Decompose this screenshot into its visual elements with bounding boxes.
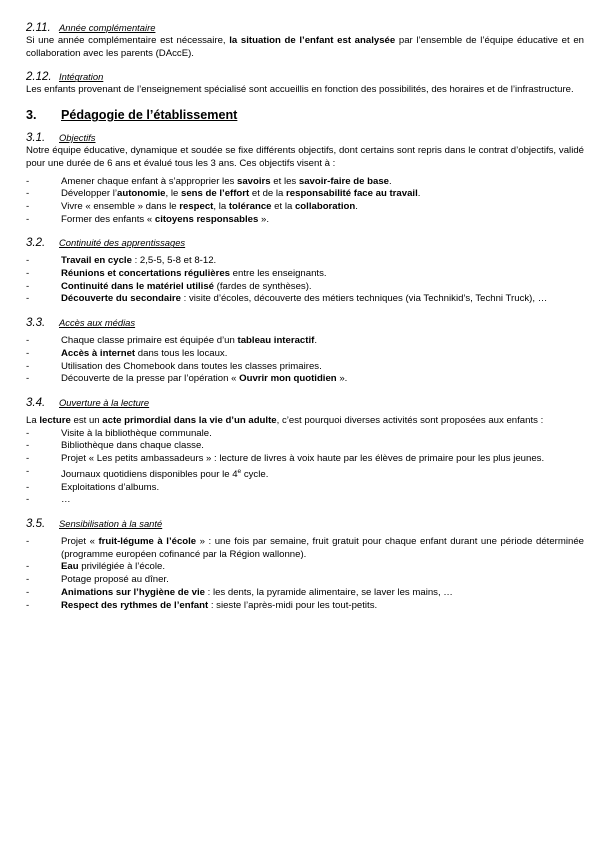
heading-3-4 [26, 396, 584, 410]
bullet-dash: - [26, 175, 30, 187]
bullet-dash: - [26, 586, 30, 598]
paragraph-2-11 [26, 35, 584, 60]
heading-number: 2.12. [26, 71, 52, 84]
text: par l’ensemble de l’équipe éducative et en collaboration avec les parents (DAccE). [26, 35, 584, 59]
bullet-dash: - [26, 599, 30, 611]
text: Bibliothèque dans chaque classe. [61, 440, 204, 452]
text: Si une année complémentaire est nécessaire, [26, 35, 230, 46]
text: Journaux quotidiens disponibles pour le 4e cycle. [61, 467, 269, 480]
text: , c’est pourquoi diverses activités sont proposées aux enfants : [276, 414, 544, 426]
text: Découverte de la presse par l’opération « [61, 373, 240, 385]
list-item [26, 466, 584, 482]
text: Projet « Les petits ambassadeurs » : lecture de livres à voix haute par les élèves de primaire pour les plus jeunes. [61, 453, 545, 465]
heading-title: Sensibilisation à la santé [59, 518, 163, 530]
bold-text: Réunions et concertations régulières [61, 268, 231, 280]
list-item [26, 268, 584, 281]
bullet-dash: - [26, 481, 30, 493]
bold-text: tolérance [228, 200, 272, 212]
bullet-dash: - [26, 200, 30, 212]
text: privilégiée à l’école. [78, 561, 165, 573]
heading-title: Objectifs [59, 132, 96, 144]
bullet-dash: - [26, 440, 30, 452]
bold-text: autonomie [117, 188, 166, 200]
text: ». [336, 373, 348, 385]
text: : sieste l’après-midi pour les tout-petits. [208, 599, 378, 611]
list-item [26, 482, 584, 495]
heading-3 [26, 107, 584, 123]
list-item [26, 453, 584, 466]
bullet-dash: - [26, 293, 30, 305]
bullet-dash: - [26, 255, 30, 267]
heading-number: 3.5. [26, 518, 46, 531]
text: dans tous les locaux. [135, 347, 228, 359]
bold-text: lecture [39, 414, 71, 426]
text: La [26, 414, 40, 426]
bullet-dash: - [26, 574, 30, 586]
paragraph-3-1: Notre équipe éducative, dynamique et soudée se fixe différents objectifs, dont certains sont repris dans le contrat d’objectifs, validé pour une durée de 6 ans et évalué tous les 3 ans. Ces objectifs visent à : [26, 145, 584, 169]
text: , la [213, 200, 229, 212]
bullet-dash: - [26, 536, 30, 548]
list-3-2 [26, 255, 584, 306]
list-item [26, 348, 584, 361]
list-item [26, 440, 584, 453]
bullet-dash: - [26, 335, 30, 347]
text: : 2,5-5, 5-8 et 8-12. [131, 255, 217, 267]
text: . [417, 188, 421, 200]
bullet-dash: - [26, 360, 30, 372]
text: (fardes de synthèses). [214, 280, 312, 292]
list-item [26, 574, 584, 587]
bold-text: sens de l’effort [180, 188, 250, 200]
bold-text: Animations sur l’hygiène de vie [61, 586, 205, 598]
heading-title: Intégration [59, 71, 104, 83]
text: et les [270, 175, 299, 187]
text: Développer l’ [61, 188, 117, 200]
list-item [26, 536, 584, 561]
text: … [61, 494, 71, 506]
text: . [355, 200, 358, 212]
bold-text: la situation de l’enfant est analysée [229, 35, 396, 46]
document-page [26, 21, 584, 612]
list-item [26, 361, 584, 374]
heading-number: 3. [26, 108, 37, 123]
list-3-1 [26, 176, 584, 227]
heading-number: 3.2. [26, 237, 46, 250]
list-item [26, 373, 584, 386]
text: . [314, 335, 317, 347]
heading-title: Continuité des apprentissages [59, 237, 186, 249]
text: Potage proposé au dîner. [61, 574, 169, 586]
bullet-dash: - [26, 268, 30, 280]
text: Utilisation des Chomebook dans toutes les classes primaires. [61, 360, 322, 372]
heading-number: 3.4. [26, 396, 46, 409]
list-3-3 [26, 335, 584, 386]
text: ». [258, 213, 269, 225]
heading-2-11 [26, 21, 584, 35]
bold-text: Découverte du secondaire [61, 293, 181, 305]
bullet-dash: - [26, 465, 30, 477]
text: Visite à la bibliothèque communale. [61, 427, 212, 439]
text: : les dents, la pyramide alimentaire, se laver les mains, … [204, 586, 453, 598]
text: Chaque classe primaire est équipée d’un [61, 335, 238, 347]
text: et la [271, 200, 295, 212]
list-item [26, 281, 584, 294]
list-item [26, 428, 584, 441]
bold-text: fruit-légume à l’école [98, 536, 197, 548]
text: est un [70, 414, 103, 426]
list-item [26, 293, 584, 306]
bold-text: Eau [61, 561, 79, 573]
bullet-dash: - [26, 280, 30, 292]
heading-number: 2.11. [26, 22, 51, 34]
list-3-4 [26, 428, 584, 507]
heading-number: 3.1. [26, 132, 46, 145]
bold-text: Ouvrir mon quotidien [239, 373, 337, 385]
text: Exploitations d’albums. [61, 481, 160, 493]
heading-number: 3.3. [26, 317, 46, 330]
list-item [26, 214, 584, 227]
bold-text: tableau interactif [237, 335, 315, 347]
bold-text: Continuité dans le matériel utilisé [61, 280, 214, 292]
bold-text: savoir-faire de base [298, 175, 389, 187]
text: Vivre « ensemble » dans le [61, 200, 180, 212]
text: entre les enseignants. [230, 268, 327, 280]
list-item [26, 600, 584, 613]
text: Former des enfants « [61, 213, 155, 225]
heading-title: Accès aux médias [59, 317, 136, 329]
heading-title: Ouverture à la lecture [59, 396, 150, 408]
bold-text: Accès à internet [61, 347, 136, 359]
bullet-dash: - [26, 373, 30, 385]
list-item [26, 494, 584, 507]
list-item [26, 201, 584, 214]
text: » : une fois par semaine, fruit gratuit pour chaque enfant durant une période déterminée (programme européen cofinancé par la Région wallonne). [61, 536, 584, 560]
heading-3-1 [26, 131, 584, 145]
heading-2-12 [26, 70, 584, 84]
bold-text: Travail en cycle [61, 255, 132, 267]
bullet-dash: - [26, 453, 30, 465]
heading-3-2 [26, 236, 584, 250]
text: , le [165, 188, 181, 200]
list-item [26, 176, 584, 189]
paragraph-3-4 [26, 415, 584, 428]
bullet-dash: - [26, 494, 30, 506]
text: et de la [249, 188, 287, 200]
heading-title: Année complémentaire [59, 22, 156, 33]
list-item [26, 587, 584, 600]
heading-title: Pédagogie de l’établissement [61, 108, 238, 123]
bold-text: acte primordial dans la vie d’un adulte [102, 414, 277, 426]
bold-text: respect [179, 200, 214, 212]
bullet-dash: - [26, 213, 30, 225]
heading-3-3 [26, 316, 584, 330]
text: Amener chaque enfant à s’approprier les [61, 175, 237, 187]
bold-text: collaboration [294, 200, 356, 212]
bold-text: responsabilité face au travail [286, 188, 418, 200]
text: Projet « [61, 536, 99, 548]
bullet-dash: - [26, 347, 30, 359]
list-item [26, 561, 584, 574]
bullet-dash: - [26, 561, 30, 573]
list-item [26, 188, 584, 201]
bullet-dash: - [26, 188, 30, 200]
bold-text: citoyens responsables [154, 213, 259, 225]
list-item [26, 255, 584, 268]
list-3-5 [26, 536, 584, 612]
bold-text: savoirs [237, 175, 271, 187]
heading-3-5 [26, 517, 584, 531]
text: . [389, 175, 392, 187]
bold-text: Respect des rythmes de l’enfant [61, 599, 209, 611]
list-item [26, 335, 584, 348]
text: : visite d’écoles, découverte des métiers techniques (via Technikid’s, Techni Truck), … [180, 293, 548, 305]
paragraph-2-12: Les enfants provenant de l’enseignement spécialisé sont accueillis en fonction des possibilités, des horaires et de l’infrastructure. [26, 84, 574, 96]
bullet-dash: - [26, 427, 30, 439]
